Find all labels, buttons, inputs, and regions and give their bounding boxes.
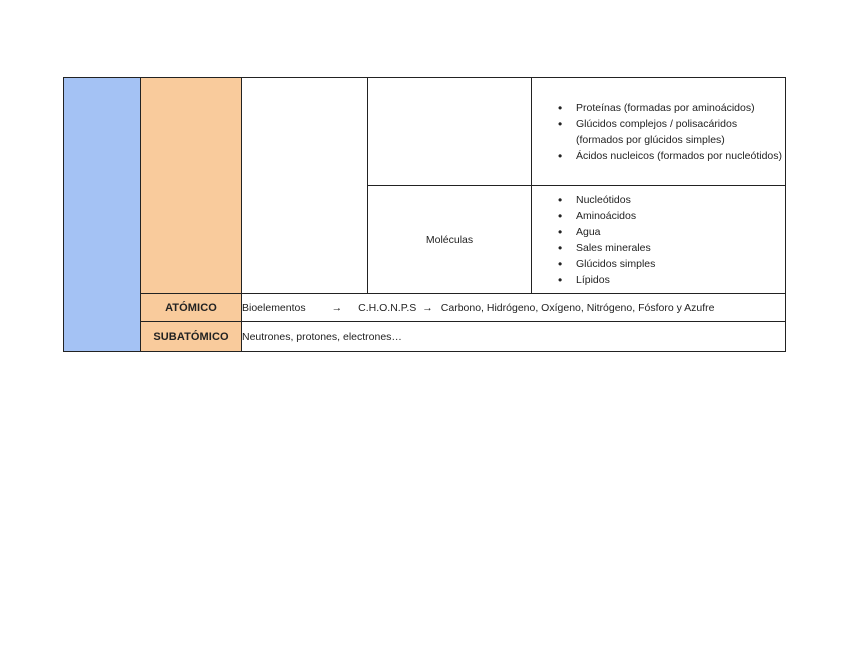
list-item: • Nucleótidos [576,192,785,208]
subatomic-level-label: SUBATÓMICO [141,322,242,352]
arrow-icon: → [331,301,343,314]
list-item: • Glúcidos simples [576,256,785,272]
list-item: • Aminoácidos [576,208,785,224]
list-item: • Agua [576,224,785,240]
table-row [64,322,786,352]
arrow-icon: → [422,301,433,314]
blue-level-cell [64,78,141,352]
subatomic-level-description: Neutrones, protones, electrones… [242,322,786,352]
empty-cell [368,78,532,186]
chonps-text: C.H.O.N.P.S [358,301,417,314]
molecules-cell [532,186,786,294]
molecules-label: Moléculas [368,186,532,294]
orange-level-cell [141,78,242,294]
list-item: • Lípidos [576,272,785,288]
table-row [64,78,786,186]
atomic-level-label: ATÓMICO [141,294,242,322]
empty-cell [242,78,368,294]
bioelements-text: Bioelementos [242,301,306,314]
list-item: • Ácidos nucleicos (formados por nucleótidos) [576,148,785,164]
organization-levels-table [63,77,786,352]
macromolecules-list [532,100,785,164]
molecules-list [532,192,785,288]
list-item: • Proteínas (formadas por aminoácidos) [576,100,785,116]
macromolecules-cell [532,78,786,186]
list-item: • Glúcidos complejos / polisacáridos (formados por glúcidos simples) [576,116,785,148]
list-item: • Sales minerales [576,240,785,256]
elements-text: Carbono, Hidrógeno, Oxígeno, Nitrógeno, Fósforo y Azufre [440,301,715,314]
table-row [64,294,786,322]
atomic-level-description [242,294,786,322]
